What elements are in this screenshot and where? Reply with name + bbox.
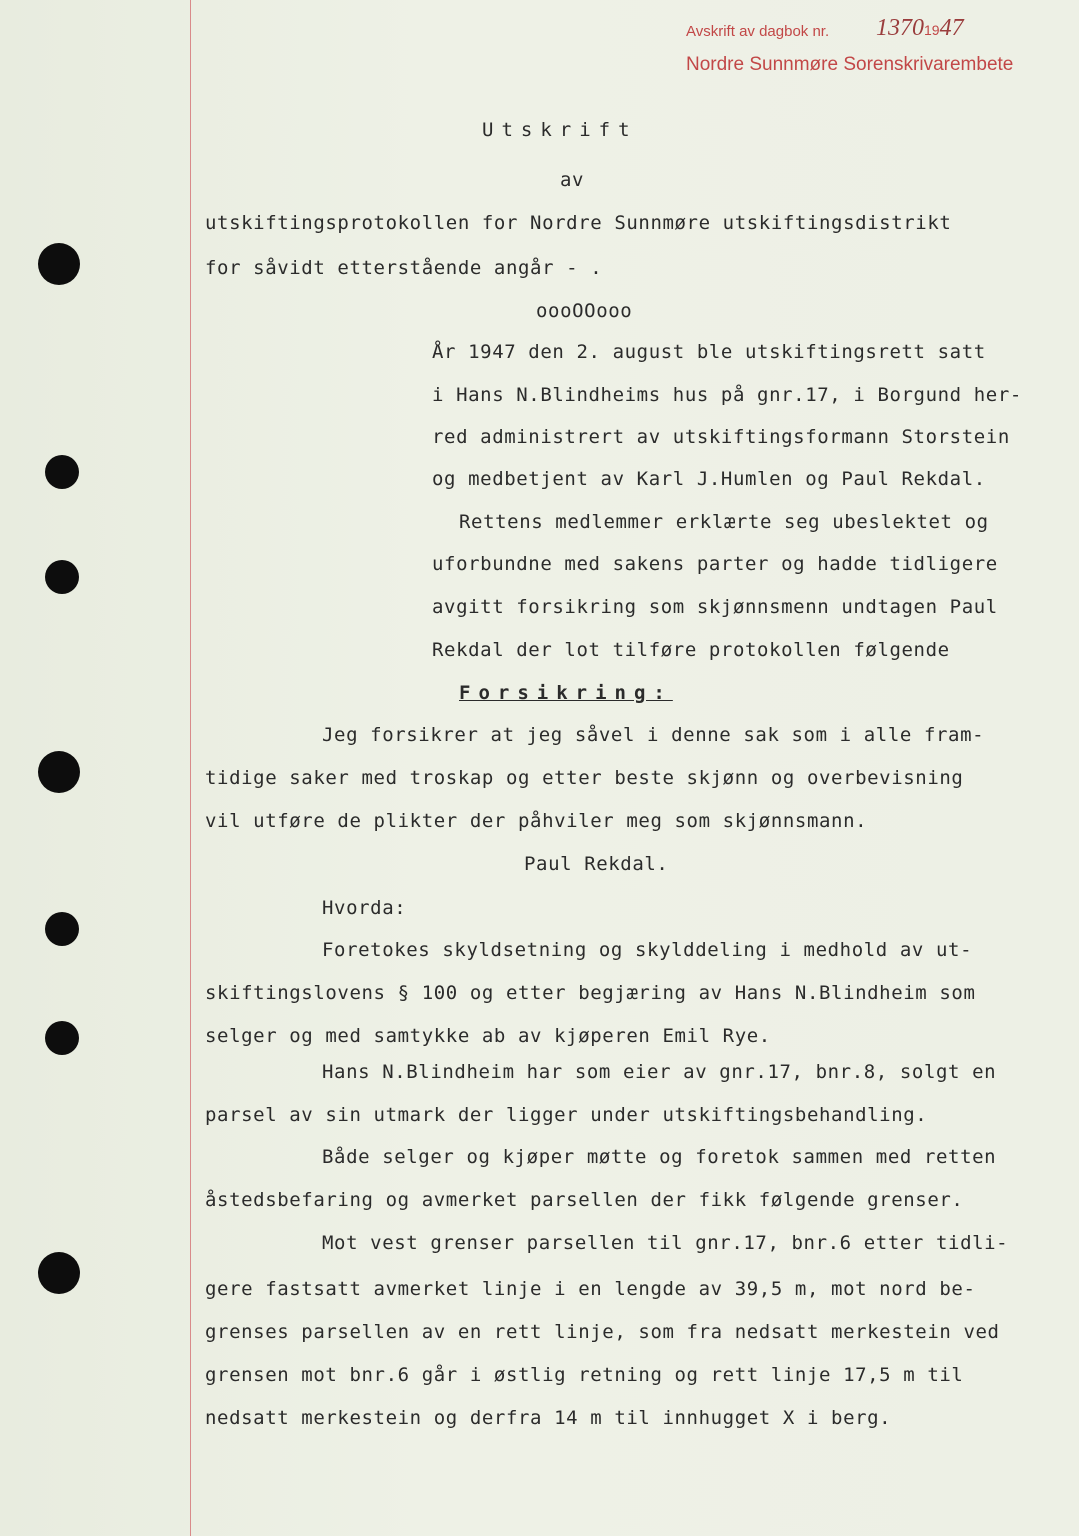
text-line: i Hans N.Blindheims hus på gnr.17, i Borgund her- <box>432 384 1022 406</box>
punch-hole <box>45 560 79 594</box>
text-line: for såvidt etterstående angår - . <box>205 257 603 279</box>
text-line: utskiftingsprotokollen for Nordre Sunnmøre utskiftingsdistrikt <box>205 212 952 234</box>
punch-hole <box>45 1021 79 1055</box>
text-line: gere fastsatt avmerket linje i en lengde av 39,5 m, mot nord be- <box>205 1278 976 1300</box>
heading-title: Utskrift <box>482 119 638 141</box>
text-line: Mot vest grenser parsellen til gnr.17, bnr.6 etter tidli- <box>322 1232 1009 1254</box>
punch-hole <box>45 912 79 946</box>
text-line: Rekdal der lot tilføre protokollen følgende <box>432 639 950 661</box>
punch-hole <box>38 1252 80 1294</box>
punch-hole <box>45 455 79 489</box>
stamp-line-1: Avskrift av dagbok nr. <box>686 23 830 40</box>
text-line: selger og med samtykke ab av kjøperen Emil Rye. <box>205 1025 771 1047</box>
text-line: Både selger og kjøper møtte og foretok sammen med retten <box>322 1146 997 1168</box>
heading-sub: av <box>560 169 585 191</box>
text-line: tidige saker med troskap og etter beste skjønn og overbevisning <box>205 767 964 789</box>
margin-rule <box>190 0 191 1536</box>
text-line: avgitt forsikring som skjønnsmenn undtagen Paul <box>432 596 998 618</box>
text-line: parsel av sin utmark der ligger under utskiftingsbehandling. <box>205 1104 928 1126</box>
text-line: År 1947 den 2. august ble utskiftingsrett satt <box>432 341 986 363</box>
punch-hole <box>38 751 80 793</box>
text-line: nedsatt merkestein og derfra 14 m til innhugget X i berg. <box>205 1407 892 1429</box>
text-line: Hans N.Blindheim har som eier av gnr.17, bnr.8, solgt en <box>322 1061 997 1083</box>
text-line: Jeg forsikrer at jeg såvel i denne sak som i alle fram- <box>322 724 985 746</box>
text-line: skiftingslovens § 100 og etter begjæring av Hans N.Blindheim som <box>205 982 976 1004</box>
stamp-number: 13701947 <box>876 15 964 41</box>
punch-hole <box>38 243 80 285</box>
text-line: grensen mot bnr.6 går i østlig retning og rett linje 17,5 m til <box>205 1364 964 1386</box>
text-line: og medbetjent av Karl J.Humlen og Paul Rekdal. <box>432 468 986 490</box>
text-line: grenses parsellen av en rett linje, som fra nedsatt merkestein ved <box>205 1321 1000 1343</box>
stamp-line-2: Nordre Sunnmøre Sorenskrivarembete <box>686 54 1014 75</box>
section-heading: Forsikring: <box>459 682 673 704</box>
text-line: åstedsbefaring og avmerket parsellen der fikk følgende grenser. <box>205 1189 964 1211</box>
text-line: red administrert av utskiftingsformann Storstein <box>432 426 1010 448</box>
separator-line: oooOOooo <box>536 300 633 322</box>
text-line: Rettens medlemmer erklærte seg ubeslektet og <box>459 511 989 533</box>
signature-line: Paul Rekdal. <box>524 853 669 875</box>
text-line: Foretokes skyldsetning og skylddeling i medhold av ut- <box>322 939 973 961</box>
text-line: uforbundne med sakens parter og hadde tidligere <box>432 553 998 575</box>
text-line: vil utføre de plikter der påhviler meg som skjønnsmann. <box>205 810 868 832</box>
text-line: Hvorda: <box>322 897 407 919</box>
